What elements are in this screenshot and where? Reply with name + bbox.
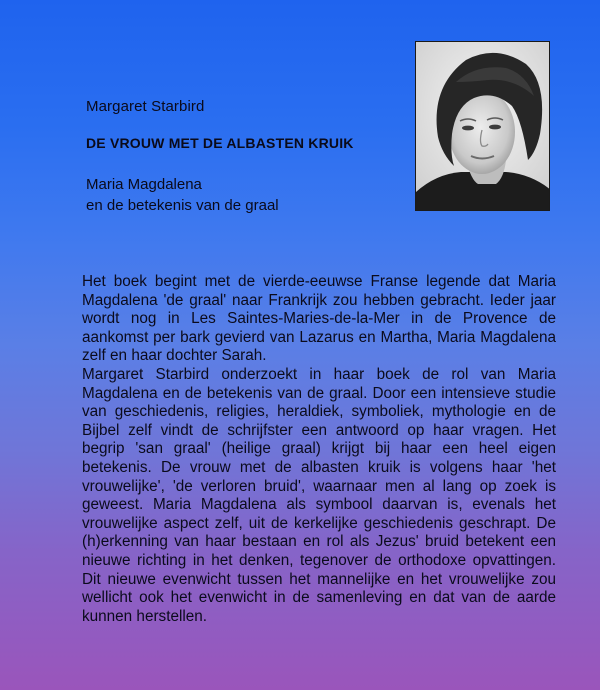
- book-title: DE VROUW MET DE ALBASTEN KRUIK: [86, 135, 354, 151]
- subtitle-line-2: en de betekenis van de graal: [86, 197, 279, 214]
- author-name: Margaret Starbird: [86, 98, 205, 115]
- description-paragraph-2: Margaret Starbird onderzoekt in haar boek de rol van Maria Magdalena en de betekenis van de graal. Door een intensieve studie van geschiedenis, religies, heraldiek, symboliek, mythologie en de Bijbel zelf vindt de schrijfster een antwoord op haar vragen. Het begrip 'san graal' (heilige graal) krijgt bij haar een heel eigen betekenis. De vrouw met de albasten kruik is volgens haar 'het vrouwelijke', 'de verloren bruid', waarnaar men al lang op zoek is geweest. Maria Magdalena als symbool daarvan is, evenals het vrouwelijke aspect zelf, uit de kerkelijke geschiedenis geschrapt. De (h)erkenning van haar bestaan en rol als Jezus' bruid betekent een nieuwe richting in het denken, tegenover de orthodoxe opvattingen. Dit nieuwe evenwicht tussen het mannelijke en het vrouwelijke zou wellicht ook het evenwicht in de samenleving en dat van de aarde kunnen herstellen.: [82, 365, 556, 625]
- subtitle-line-1: Maria Magdalena: [86, 176, 202, 193]
- book-subtitle: [86, 174, 279, 216]
- book-description: [82, 273, 556, 626]
- description-paragraph-1: Het boek begint met de vierde-eeuwse Franse legende dat Maria Magdalena 'de graal' naar Frankrijk zou hebben gebracht. Ieder jaar wordt nog in Les Saintes-Maries-de-la-Mer in de Provence de aankomst per bark gevierd van Lazarus en Martha, Maria Magdalena zelf en haar dochter Sarah.: [82, 273, 556, 365]
- author-photo: [415, 41, 550, 211]
